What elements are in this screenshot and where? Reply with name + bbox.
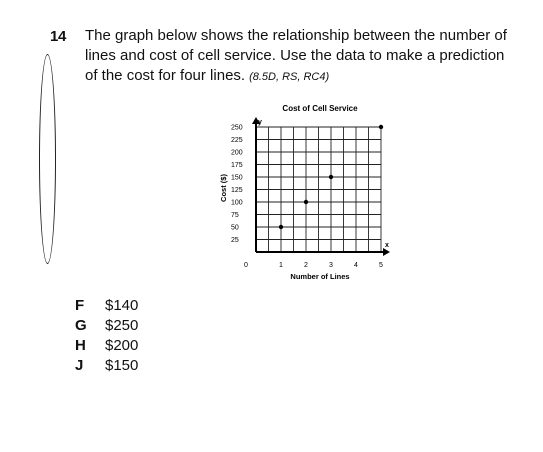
y-tick-label: 225 bbox=[231, 137, 243, 144]
choice-letter: F bbox=[75, 297, 85, 314]
y-tick-label: 200 bbox=[231, 149, 243, 157]
choice-letter: J bbox=[75, 357, 84, 374]
x-axis-label: Number of Lines bbox=[290, 272, 350, 281]
choice-value: $140 bbox=[105, 297, 139, 314]
chart-title: Cost of Cell Service bbox=[282, 104, 358, 113]
choice-letter: G bbox=[75, 317, 87, 334]
choice-value: $200 bbox=[105, 337, 139, 354]
x-tick-label: 5 bbox=[379, 262, 383, 269]
origin-label: 0 bbox=[244, 262, 248, 269]
x-tick-label: 2 bbox=[304, 262, 308, 269]
choice-value: $250 bbox=[105, 317, 139, 334]
y-tick-label: 250 bbox=[231, 124, 243, 132]
data-point bbox=[304, 200, 308, 204]
y-tick-label: 100 bbox=[231, 199, 243, 207]
x-axis-arrow bbox=[383, 248, 390, 256]
x-axis-letter: x bbox=[385, 242, 389, 249]
chart-tick-labels bbox=[231, 125, 383, 270]
question-number: 14 bbox=[50, 28, 67, 45]
question-line-2: lines and cost of cell service. Use the data to make a prediction bbox=[85, 47, 505, 64]
choice-letter: H bbox=[75, 337, 86, 354]
question-line-1: The graph below shows the relationship between the number of bbox=[85, 27, 507, 44]
data-point bbox=[329, 175, 333, 179]
question-line-3-text: of the cost for four lines. bbox=[85, 67, 246, 84]
y-axis-letter: y bbox=[258, 119, 262, 126]
y-tick-label: 50 bbox=[231, 224, 239, 232]
y-tick-label: 150 bbox=[231, 174, 243, 182]
y-tick-label: 25 bbox=[231, 237, 239, 244]
x-tick-label: 1 bbox=[279, 262, 283, 269]
chart-grid bbox=[256, 127, 381, 252]
x-tick-label: 4 bbox=[354, 262, 358, 269]
standard-reference: (8.5D, RS, RC4) bbox=[249, 71, 330, 83]
y-axis-label: Cost ($) bbox=[219, 174, 228, 202]
data-point bbox=[279, 225, 283, 229]
chart-axes bbox=[252, 117, 390, 256]
data-point bbox=[379, 125, 383, 129]
choice-value: $150 bbox=[105, 357, 139, 374]
y-tick-label: 175 bbox=[231, 162, 243, 169]
x-tick-label: 3 bbox=[329, 262, 333, 269]
y-tick-label: 125 bbox=[231, 187, 243, 194]
y-tick-label: 75 bbox=[231, 212, 239, 219]
